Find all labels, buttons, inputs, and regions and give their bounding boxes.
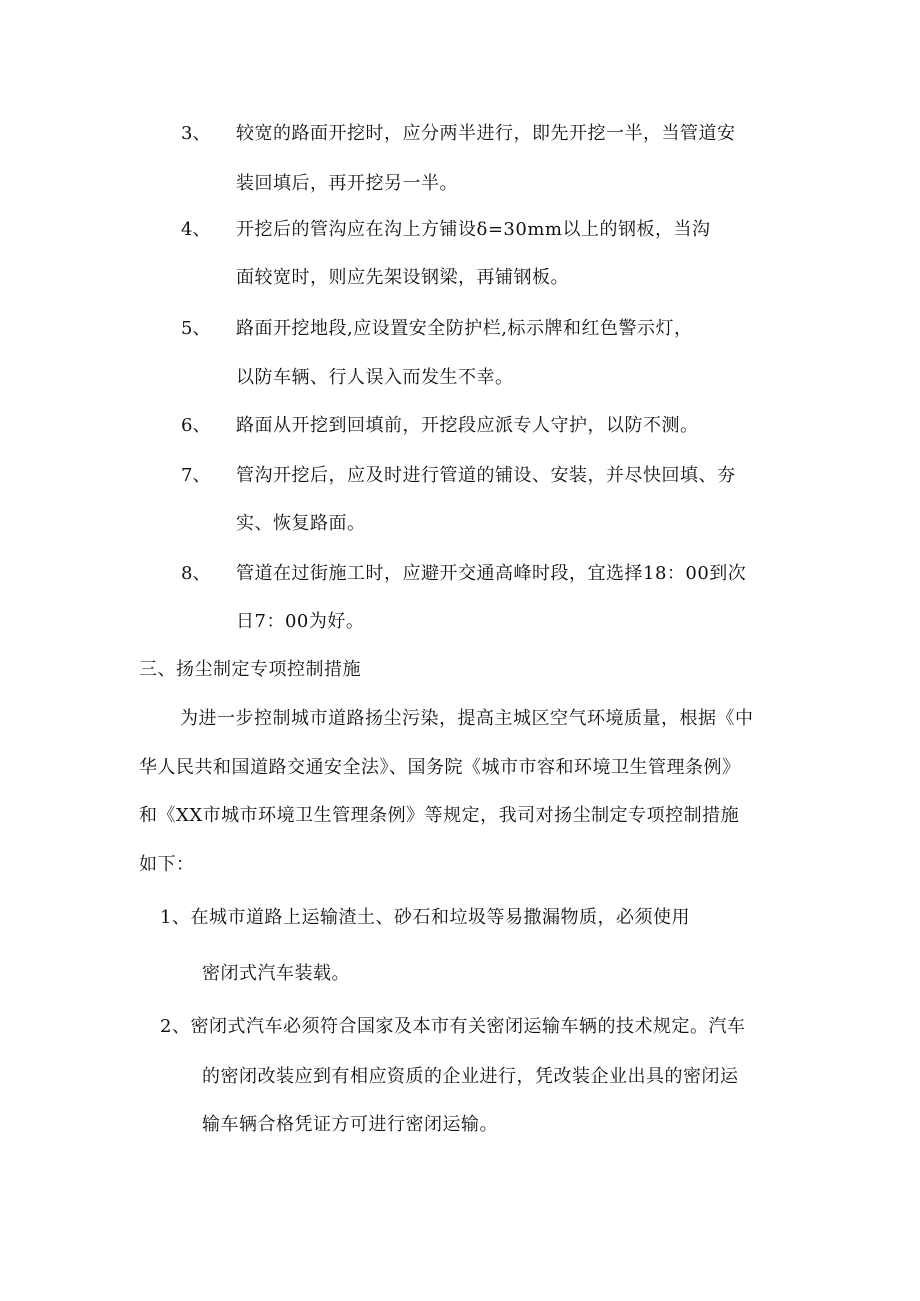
paragraph-line: 如下： bbox=[139, 854, 195, 875]
step-number: 8、 bbox=[181, 563, 211, 584]
step-text: 较宽的路面开挖时，应分两半进行，即先开挖一半，当管道安 bbox=[236, 123, 736, 144]
step-number: 7、 bbox=[181, 465, 211, 486]
section-heading: 三、扬尘制定专项控制措施 bbox=[139, 659, 361, 680]
step-number: 5、 bbox=[181, 318, 211, 339]
step-text-continued: 以防车辆、行人误入而发生不幸。 bbox=[236, 367, 514, 388]
paragraph-line: 华人民共和国道路交通安全法》、国务院《城市市容和环境卫生管理条例》 bbox=[139, 757, 741, 778]
step-text: 开挖后的管沟应在沟上方铺设δ=30mm以上的钢板，当沟 bbox=[236, 219, 711, 240]
measure-text-continued: 密闭式汽车装载。 bbox=[202, 963, 350, 984]
paragraph-line: 为进一步控制城市道路扬尘污染，提高主城区空气环境质量，根据《中 bbox=[180, 708, 754, 729]
step-number: 4、 bbox=[181, 219, 211, 240]
step-text-continued: 实、恢复路面。 bbox=[236, 513, 366, 534]
measure-text: 2、密闭式汽车必须符合国家及本市有关密闭运输车辆的技术规定。汽车 bbox=[160, 1016, 746, 1037]
step-text: 管道在过街施工时，应避开交通高峰时段，宜选择18：00到次 bbox=[236, 563, 747, 584]
paragraph-line: 和《XX市城市环境卫生管理条例》等规定，我司对扬尘制定专项控制措施 bbox=[139, 805, 740, 826]
step-text-continued: 装回填后，再开挖另一半。 bbox=[236, 173, 458, 194]
step-text-continued: 日7：00为好。 bbox=[236, 611, 365, 632]
measure-text-continued: 输车辆合格凭证方可进行密闭运输。 bbox=[202, 1114, 498, 1135]
measure-text-continued: 的密闭改装应到有相应资质的企业进行，凭改装企业出具的密闭运 bbox=[202, 1066, 739, 1087]
step-text: 路面从开挖到回填前，开挖段应派专人守护，以防不测。 bbox=[236, 415, 699, 436]
step-number: 3、 bbox=[181, 123, 211, 144]
step-text-continued: 面较宽时，则应先架设钢梁，再铺钢板。 bbox=[236, 267, 569, 288]
step-text: 管沟开挖后，应及时进行管道的铺设、安装，并尽快回填、夯 bbox=[236, 465, 736, 486]
step-number: 6、 bbox=[181, 415, 211, 436]
step-text: 路面开挖地段,应设置安全防护栏,标示牌和红色警示灯， bbox=[236, 318, 693, 339]
measure-text: 1、在城市道路上运输渣土、砂石和垃圾等易撒漏物质，必须使用 bbox=[160, 907, 690, 928]
